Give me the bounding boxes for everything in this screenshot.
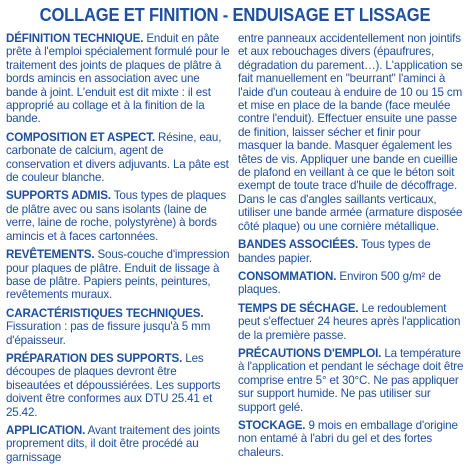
section-text: Tous types de bandes papier. — [238, 238, 431, 265]
section-composition — [6, 131, 230, 185]
section-text: La température à l'application et pendant le séchage doit être comprise entre 5° et 30°C. Ne pas appliquer sur support humide. Ne pas utiliser sur support gelé. — [238, 346, 464, 414]
section-label: TEMPS DE SÉCHAGE. — [238, 301, 359, 315]
sheet-title: COLLAGE ET FINITION - ENDUISAGE ET LISSAGE — [39, 4, 431, 25]
right-column — [238, 32, 464, 469]
section-text: Fissuration : pas de fissure jusqu'à 5 mm d'épaisseur. — [6, 320, 211, 347]
section-label: CONSOMMATION. — [238, 269, 337, 283]
section-label: CARACTÉRISTIQUES TECHNIQUES. — [6, 306, 204, 320]
section-label: COMPOSITION ET ASPECT. — [6, 130, 155, 144]
section-label: DÉFINITION TECHNIQUE. — [6, 32, 144, 45]
section-label: APPLICATION. — [6, 423, 86, 437]
section-text: Enduit en pâte prête à l'emploi spécialement formulé pour le traitement des joints de plaques de plâtre à bords amincis en association avec une bande à joint. L'enduit est dit mixte : il est approprié au collage et à la finition de la bande. — [6, 32, 230, 126]
section-text: Tous types de plaques de plâtre avec ou sans isolants (laine de verre, laine de roche, polystyrène) à bords amincis et à faces cartonnées. — [6, 189, 226, 243]
left-column — [6, 32, 230, 469]
section-precautions — [238, 347, 464, 414]
section-text: Le redoublement peut s'effectuer 24 heures après l'application de la première passe. — [238, 301, 461, 342]
section-sechage — [238, 302, 464, 342]
section-label: SUPPORTS ADMIS. — [6, 189, 111, 203]
columns — [6, 32, 464, 469]
section-label: PRÉCAUTIONS D'EMPLOI. — [238, 346, 382, 360]
section-text: Avant traitement des joints proprement dits, il doit être procédé au garnissage — [6, 423, 220, 464]
section-text: Environ 500 g/m² de plaques. — [238, 269, 441, 297]
section-label: REVÊTEMENTS. — [6, 248, 95, 262]
section-text: Sous-couche d'impression pour plaques de plâtre. Enduit de lissage à base de plâtre. Papiers peints, peintures, revêtements muraux. — [6, 248, 230, 302]
section-bandes — [238, 238, 464, 265]
section-revetements — [6, 248, 230, 302]
section-label: BANDES ASSOCIÉES. — [238, 238, 359, 252]
section-application — [6, 424, 230, 464]
section-caracteristiques — [6, 307, 230, 347]
section-consommation — [238, 270, 464, 297]
section-definition — [6, 32, 230, 126]
section-text: 9 mois en emballage d'origine non entamé à l'abri du gel et des fortes chaleurs. — [238, 418, 458, 459]
section-text: entre panneaux accidentellement non jointifs et aux rebouchages divers (épaufrures, dégradation du parement…). L'application se fait manuellement en "beurrant" l'aminci à l'aide d'un couteau à enduire de 10 ou 15 cm et mise en place de la bande (face meulée contre l'enduit). Effectuer ensuite une passe de finition, laisser sécher et finir pour masquer la bande. Masquer également les têtes de vis. Appliquer une bande en cueillie de plafond en veillant à ce que le béton soit exempt de toute trace d'huile de décoffrage. Dans le cas d'angles saillants verticaux, utiliser une bande armée (armature disposée côté plaque) ou une cornière métallique. — [238, 32, 463, 233]
section-label: PRÉPARATION DES SUPPORTS. — [6, 351, 183, 365]
section-stockage — [238, 419, 464, 459]
section-preparation — [6, 352, 230, 419]
section-supports — [6, 189, 230, 243]
section-text: Résine, eau, carbonate de calcium, agent de conservation et divers adjuvants. La pâte est de couleur blanche. — [6, 130, 229, 185]
section-application-continued — [238, 32, 464, 233]
section-label: STOCKAGE. — [238, 418, 306, 432]
section-text: Les découpes de plaques devront être biseautées et dépoussiérées. Les supports doivent être conformes aux DTU 25.41 et 25.42. — [6, 351, 221, 419]
